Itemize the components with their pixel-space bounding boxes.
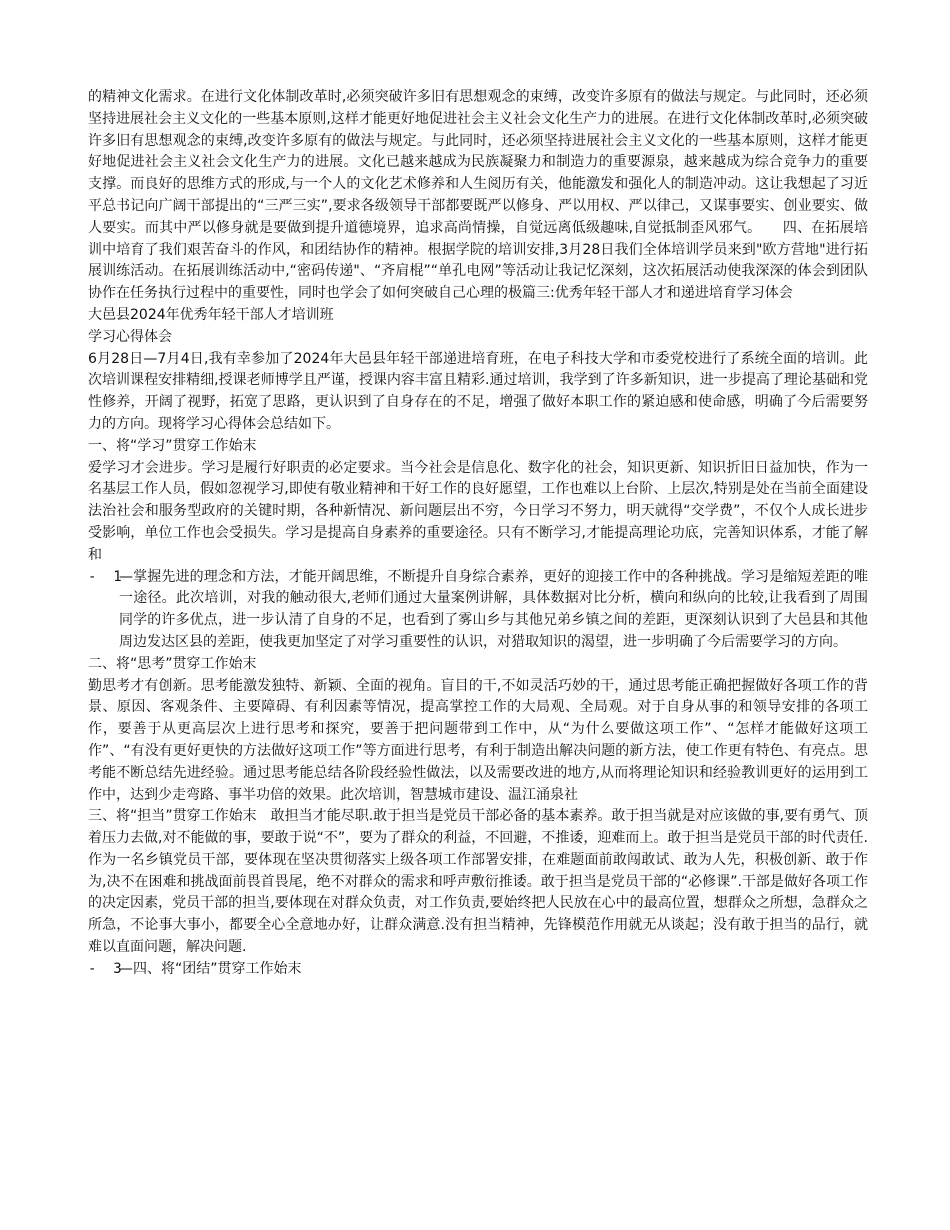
heading-think: 二、将“思考”贯穿工作始末 <box>88 655 257 672</box>
class-title: 大邑县2024年优秀年轻干部人才培训班 <box>88 306 334 323</box>
paragraph-think: 勤思考才有创新。思考能激发独特、新颖、全面的视角。盲目的干,不如灵活巧妙的干，通过思考能正确把握做好各项工作的背景、原因、客观条件、主要障碍、有利因素等情况，提高掌控工作的大局观、全局观。对于自身从事的和领导安排的各项工作，要善于从更高层次上进行思考和探究，要善于把问题带到工作中，从“为什么要做这项工作”、“怎样才能做好这项工作”、“有没有更好更快的方法做好这项工作”等方面进行思考，有利于制造出解决问题的新方法，使工作更有特色、有亮点。思考能不断总结先进经验。通过思考能总结各阶段经验性做法，以及需要改进的地方,从而将理论知识和经验教训更好的运用到工作中，达到少走弯路、事半功倍的效果。此次培训，智慧城市建设、温江涌泉社 <box>88 677 868 803</box>
paragraph-study: 爱学习才会进步。学习是履行好职责的必定要求。当今社会是信息化、数字化的社会，知识更新、知识折旧日益加快，作为一名基层工作人员，假如忽视学习,即使有敬业精神和干好工作的良好愿望，工作也难以上台阶、上层次,特别是处在当前全面建设法治社会和服务型政府的关键时期，各种新情况、新问题层出不穷，今日学习不努力，明天就得“交学费”，不仅个人成长进步受影响，单位工作也会受损失。学习是提高自身素养的重要途径。只有不断学习,才能提高理论功底，完善知识体系，才能了解和 <box>88 459 868 563</box>
list-item-text: —四、将“团结”贯穿工作始末 <box>119 960 302 977</box>
document-body <box>88 87 868 981</box>
report-title: 学习心得体会 <box>88 328 172 345</box>
list-item-text: —掌握先进的理念和方法，才能开阔思维，不断提升自身综合素养，更好的迎接工作中的各种挑战。学习是缩短差距的唯一途径。此次培训，对我的触动很大,老师们通过大量案例讲解，具体数据对比分析，横向和纵向的比较,让我看到了周围同学的许多优点，进一步认清了自身的不足，也看到了雾山乡与其他兄弟乡镇之间的差距，更深刻认识到了大邑县和其他周边发达区县的差距，使我更加坚定了对学习重要性的认识，对猎取知识的渴望，进一步明确了今后需要学习的方向。 <box>119 568 868 650</box>
paragraph-culture: 的精神文化需求。在进行文化体制改革时,必须突破许多旧有思想观念的束缚，改变许多原有的做法与规定。与此同时，还必须坚持进展社会主义文化的一些基本原则,这样才能更好地促进社会主义社会文化生产力的进展。在进行文化体制改革时,必须突破许多旧有思想观念的束缚,改变许多原有的做法与规定。与此同时，还必须坚持进展社会主义文化的一些基本原则，这样才能更好地促进社会主义社会文化生产力的进展。文化已越来越成为民族凝聚力和制造力的重要源泉，越来越成为综合竞争力的重要支撑。而良好的思维方式的形成,与一个人的文化艺术修养和人生阅历有关，他能激发和强化人的制造冲动。这让我想起了习近平总书记向广阔干部提出的“三严三实”,要求各级领导干部都要既严以修身、严以用权、严以律己，又谋事要实、创业要实、做人要实。而其中严以修身就是要做到提升道德境界，追求高尚情操，自觉远离低级趣味,自觉抵制歪风邪气。 四、在拓展培训中培育了我们艰苦奋斗的作风，和团结协作的精神。根据学院的培训安排,3月28日我们全体培训学员来到"欧方营地"进行拓展训练活动。在拓展训练活动中,“密码传递"、“齐肩棍”“单孔电网”等活动让我记忆深刻，这次拓展活动使我深深的体会到团队协作在任务执行过程中的重要性，同时也学会了如何突破自己心理的极篇三:优秀年轻干部人才和递进培育学习体会 <box>88 89 868 302</box>
heading-study: 一、将“学习”贯穿工作始末 <box>88 437 257 454</box>
list-marker: - 3 <box>88 960 122 977</box>
list-item-1 <box>88 567 868 654</box>
paragraph-duty: 三、将“担当”贯穿工作始末 敢担当才能尽职.敢于担当是党员干部必备的基本素养。敢于担当就是对应该做的事,要有勇气、顶着压力去做,对不能做的事，要敢于说“不”，要为了群众的利益，不回避，不推诿，迎难而上。敢于担当是党员干部的时代责任.作为一名乡镇党员干部，要体现在坚决贯彻落实上级各项工作部署安排，在难题面前敢闯敢试、敢为人先，积极创新、敢于作为,决不在困难和挑战面前畏首畏尾，绝不对群众的需求和呼声敷衍推诿。敢于担当是党员干部的“必修课”.干部是做好各项工作的决定因素，党员干部的担当,要体现在对群众负责，对工作负责,要始终把人民放在心中的最高位置，想群众之所想，急群众之所急，不论事大事小，都要全心全意地办好，让群众满意.没有担当精神，先锋模范作用就无从谈起；没有敢于担当的品行，就难以直面问题，解决问题. <box>88 808 868 956</box>
paragraph-intro: 6月28日—7月4日,我有幸参加了2024年大邑县年轻干部递进培育班，在电子科技大学和市委党校进行了系统全面的培训。此次培训课程安排精细,授课老师博学且严谨，授课内容丰富且精彩.通过培训，我学到了许多新知识，进一步提高了理论基础和党性修养，开阔了视野，拓宽了思路，更认识到了自身存在的不足，增强了做好本职工作的紧迫感和使命感，明确了今后需要努力的方向。现将学习心得体会总结如下。 <box>88 350 868 432</box>
list-marker: - 1 <box>88 568 122 585</box>
list-item-3 <box>88 959 868 981</box>
